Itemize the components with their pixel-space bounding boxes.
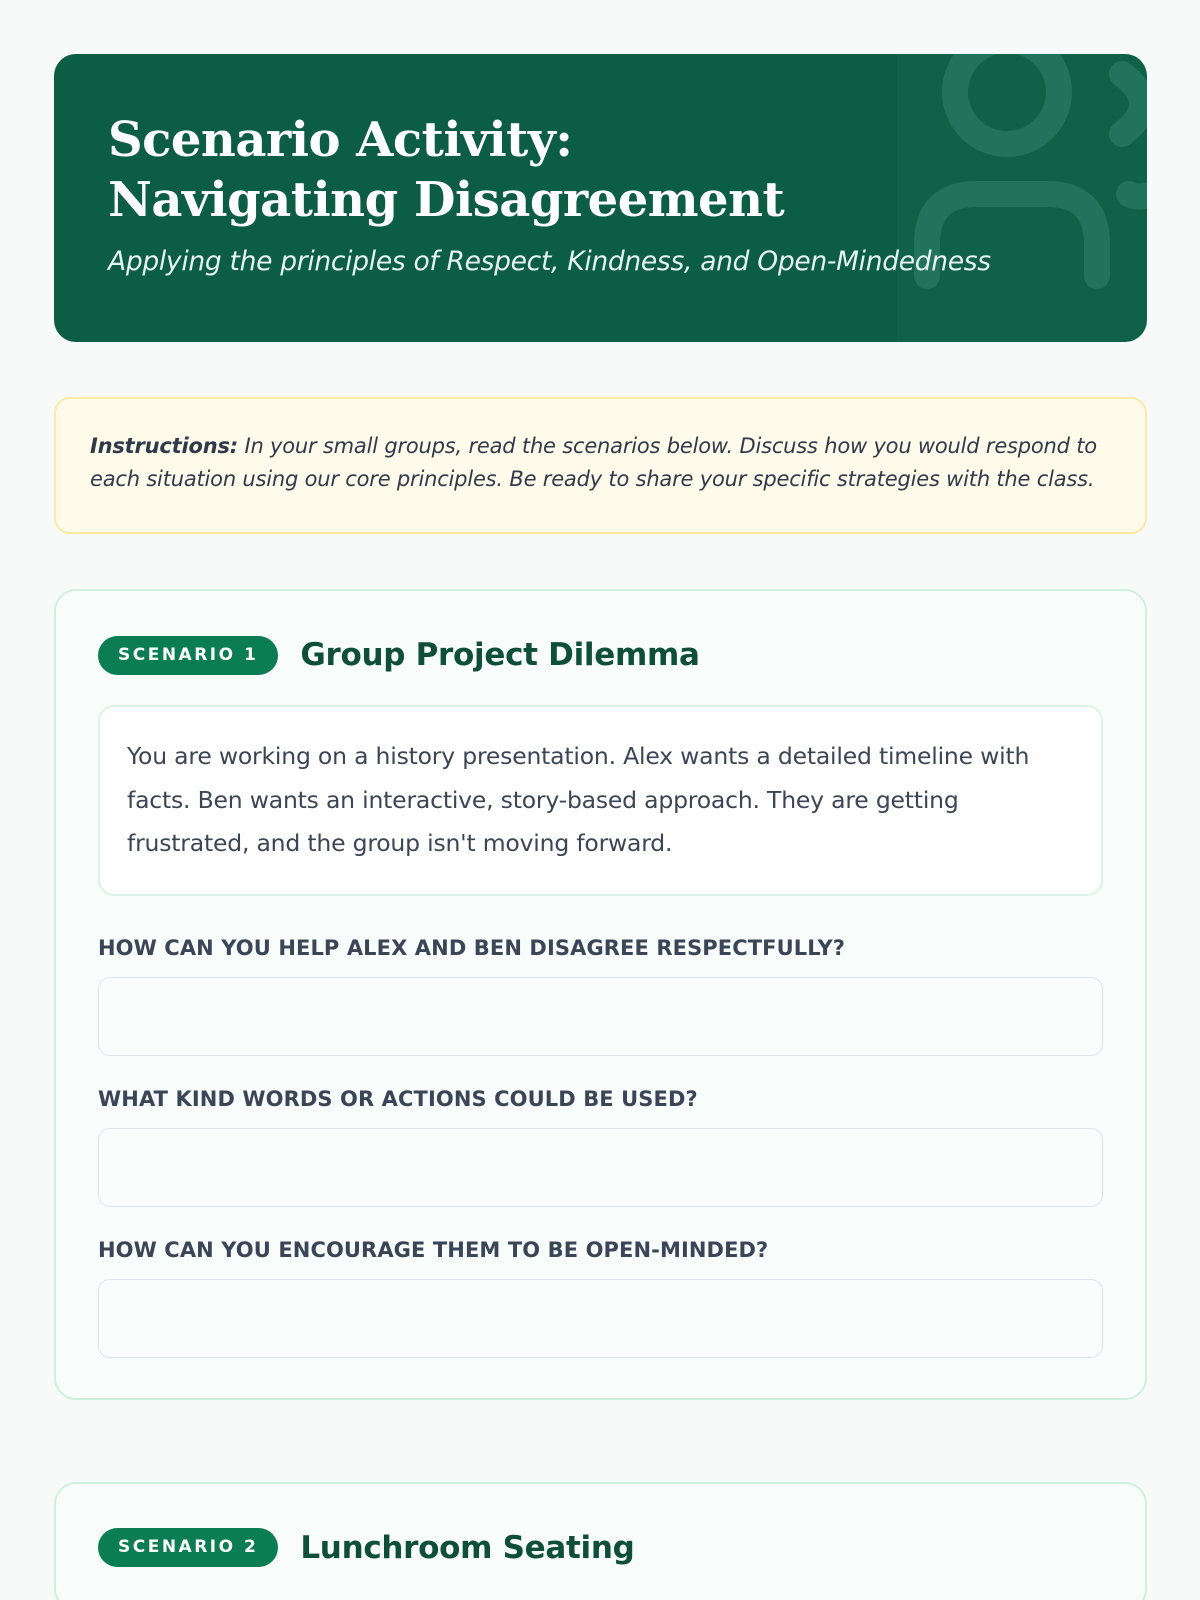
- question-block: [98, 1087, 1103, 1207]
- worksheet-page: [54, 54, 1147, 1600]
- scenario-header: [98, 1527, 1103, 1569]
- scenario-header: [98, 634, 1103, 676]
- scenario-story: [98, 705, 1103, 896]
- answer-input-respectful[interactable]: [98, 977, 1103, 1056]
- instructions-lead: Instructions:: [90, 434, 238, 458]
- question-label: HOW CAN YOU ENCOURAGE THEM TO BE OPEN-MINDED?: [98, 1237, 769, 1262]
- instructions-body: In your small groups, read the scenarios below. Discuss how you would respond to each situation using our core principles. Be ready to share your specific strategies with the class.: [90, 434, 1097, 491]
- answer-input-open-minded[interactable]: [98, 1279, 1103, 1358]
- instructions-box: [54, 397, 1147, 534]
- scenario-badge: SCENARIO 2: [98, 1528, 278, 1567]
- question-block: [98, 936, 1103, 1056]
- question-label: HOW CAN YOU HELP ALEX AND BEN DISAGREE RESPECTFULLY?: [98, 935, 846, 960]
- page-subtitle: Applying the principles of Respect, Kindness, and Open-Mindedness: [108, 246, 991, 277]
- people-decoration-icon: [897, 54, 1147, 342]
- scenario-title: Group Project Dilemma: [300, 637, 700, 673]
- header-banner: [54, 54, 1147, 342]
- question-label: WHAT KIND WORDS OR ACTIONS COULD BE USED?: [98, 1086, 698, 1111]
- instructions-text: [90, 430, 1111, 496]
- answer-input-kind-words[interactable]: [98, 1128, 1103, 1207]
- scenario-card-2: [54, 1482, 1147, 1600]
- scenario-title: Lunchroom Seating: [300, 1529, 635, 1566]
- scenario-story-text: You are working on a history presentation. Alex wants a detailed timeline with facts. Ben wants an interactive, story-based approach. They are getting frustrated, and the group isn't moving forward.: [127, 742, 1030, 857]
- page-title: Scenario Activity: Navigating Disagreement: [108, 112, 785, 228]
- question-block: [98, 1238, 1103, 1358]
- scenario-badge: SCENARIO 1: [98, 636, 278, 675]
- scenario-card-1: [54, 589, 1147, 1400]
